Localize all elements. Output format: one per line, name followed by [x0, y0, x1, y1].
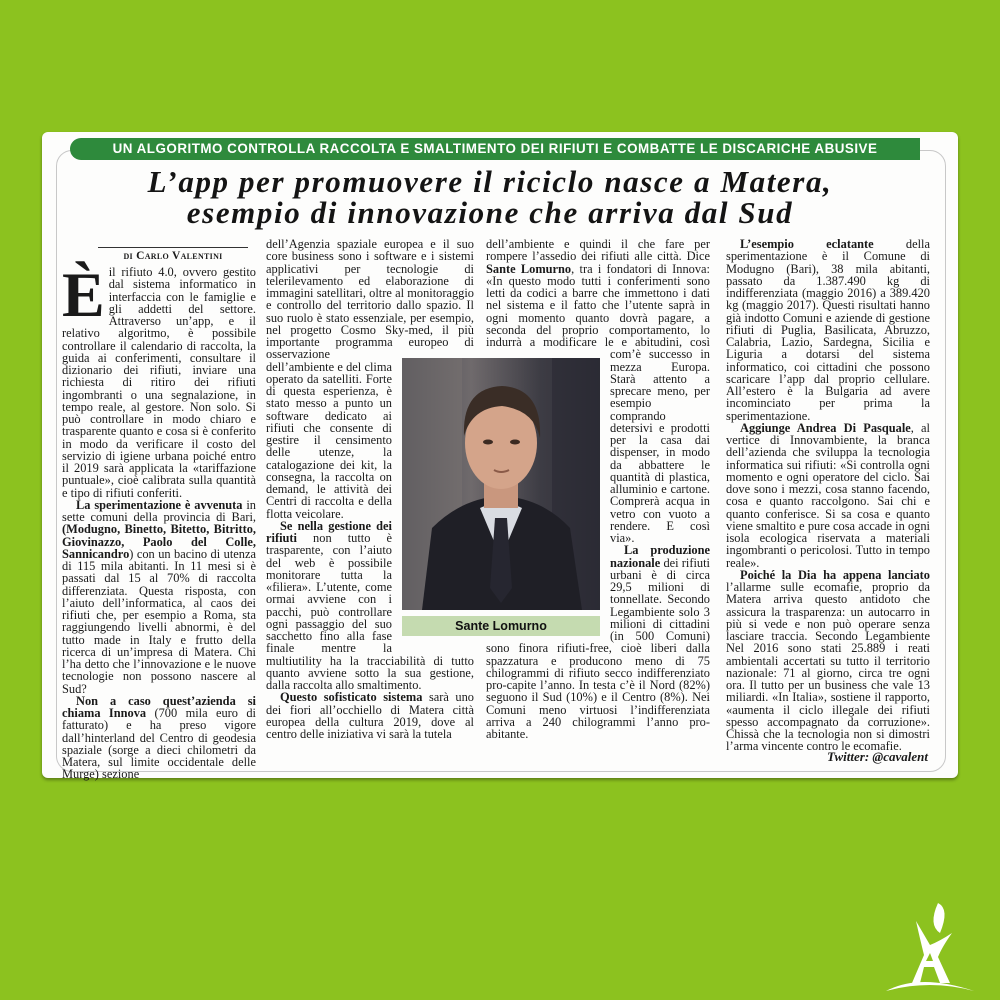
bold-lead-text: Sante Lomurno [486, 261, 572, 276]
portrait-photo [402, 358, 600, 610]
tree-person-logo [880, 895, 980, 990]
article-column-1 [62, 259, 256, 782]
bold-lead-text: Aggiunge Andrea Di Pasquale [740, 420, 911, 435]
section-banner: UN ALGORITMO CONTROLLA RACCOLTA E SMALTIMENTO DEI RIFIUTI E COMBATTE LE DISCARICHE ABUSIVE [70, 138, 920, 160]
body-text: in sette comuni della provincia di Bari, [62, 497, 256, 524]
bold-lead-text: Non a caso quest’azienda si chiama Innova [62, 693, 256, 720]
portrait-image [402, 358, 600, 610]
headline-line-1: L’app per promuovere il riciclo nasce a Matera, [147, 164, 833, 199]
article-paragraph [726, 422, 930, 569]
photo-caption: Sante Lomurno [402, 616, 600, 636]
body-text: l’allarme sulle ecomafie, proprio da Matera arriva questo antidoto che assicura la trasparenza: un autocarro in più si vede e non può operare senza lasciare traccia. Secondo Legambiente Nel 2016 sono stati 25.889 i reati ambientali accertati su tutto il territorio nazionale: 71 al giorno, circa tre ogni ora. Il tutto per un business che vale 13 miliardi. «In Italia», sostiene il rapporto, «aumenta il ciclo illegale dei rifiuti spesso accompagnato da corruzione». Chissà che la tecnologia non si dimostri l’arma vincente contro le ecomafie. [726, 580, 930, 754]
drop-cap: È [62, 259, 105, 330]
body-text: ) con un bacino di utenza di 115 mila abitanti. In 11 mesi si è passati dal 15 al 70% di raccolta differenziata. Questa risposta, con l’aiuto dell’informatica, al caos dei rifiuti che, per esempio a Roma, sta raggiungendo livelli abnormi, è del tutto made in Italy e frutto della ricerca di un’impresa di Matera. Chi l’ha detto che l’innovazione e le nuove tecnologie non possono nascere al Sud? [62, 546, 256, 696]
headline [60, 166, 920, 228]
body-text: il rifiuto 4.0, ovvero gestito dal sistema informatico in interfaccia con le famiglie e gli addetti del settore. Attraverso un’app, e il relativo algoritmo, è possibile controllare il calendario di raccolta, la guida ai conferimenti, consultare il dizionario dei rifiuti, inviare una richiesta di ritiro dei rifiuti ingombranti o una segnalazione, in tempo reale, al gestore. Non solo. Si può controllare in modo chiaro e trasparente quanto e cosa si è conferito in modo da verificare il costo del servizio di igiene urbana poiché entro il 2019 sarà applicata la «tariffazione puntuale», cioè calibrata sulla quantità e tipo di rifiuti conferiti. [62, 265, 256, 500]
bold-lead-text: La sperimentazione è avvenuta [76, 497, 243, 512]
body-text: dei rifiuti urbani è di circa 29,5 milioni di tonnellate. Secondo Legambiente solo 3 milioni di cittadini (in 500 Comuni) sono finora rifiuti-free, cioè liberi dalla spazzatura e producono meno di 75 chilogrammi di rifiuto secco indifferenziato pro-capite l’anno. In testa c’è il Nord (82%) seguono il Sud (10%) e il Centro (8%). Nei Comuni meno virtuosi l’indifferenziata arriva a 240 chilogrammi l’anno pro-abitante. [486, 555, 710, 741]
article-column-4 [726, 237, 931, 754]
bold-lead-text: L’esempio eclatante [740, 237, 874, 251]
byline: di Carlo Valentini [98, 247, 248, 262]
body-text: non tutto è trasparente, con l’aiuto del web è possibile monitorare tutta la «filiera». L’utente, come ormai avviene con i pacchi, può controllare ogni passaggio del suo sacchetto fino alla fase finale mentre la multiutility ha la tracciabilità di tutto quanto avviene sotto la sua gestione, dalla raccolta allo smaltimento. [266, 531, 474, 692]
article-paragraph [726, 569, 930, 753]
body-text: sarà uno dei fiori all’occhiello di Matera città europea della cultura 2019, dove al centro delle iniziativa vi sarà la tutela [266, 690, 475, 741]
body-text: dell’Agenzia spaziale europea e il suo core business sono i software e i sistemi applicativi per tecnologie di telerilevamento ed elaborazione di immagini satellitari, oltre al monitoraggio e controllo del territorio dallo spazio. Il suo ruolo è stato essenziale, per esempio, nel progetto Cosmo Sky-med, il più importante programma europeo di osservazione dell’ambiente e del clima operato da satelliti. Forte di questa esperienza, è stato messo a punto un software dedicato ai rifiuti che consente di gestire il censimento delle utenze, la catalogazione dei kit, la consegna, la raccolta on demand, le attività dei Centri di raccolta e della flotta veicolare. [266, 237, 474, 521]
headline-line-2: esempio di innovazione che arriva dal Sud [186, 195, 794, 230]
article-paragraph [726, 238, 930, 422]
bold-lead-text: Questo sofisticato sistema [280, 690, 423, 705]
author-twitter: Twitter: @cavalent [827, 749, 928, 764]
body-text: della sperimentazione è il Comune di Modugno (Bari), 38 mila abitanti, passato da 1.387.490 kg di indifferenziata (maggio 2016) a 389.420 kg (maggio 2017). Questi risultati hanno già indotto Comuni e aziende di gestione rifiuti di Puglia, Basilicata, Abruzzo, Calabria, Lazio, Sardegna, Sicilia e Liguria a dotarsi del sistema informatico, coi cittadini che possono scaricare l’app dal proprio cellulare. All’estero è la Bulgaria ad avere incominciato per prima la sperimentazione. [726, 237, 930, 423]
bold-lead-text: (Modugno, Binetto, Bitetto, Bitritto, Giovinazzo, Paolo del Colle, Sannicandro [62, 522, 256, 561]
bold-lead-text: Se nella gestione dei rifiuti [266, 518, 392, 545]
article-paragraph [62, 499, 256, 695]
body-text: (700 mila euro di fatturato) e ha preso vigore dall’hinterland del Centro di geodesia spaziale (sorge a dieci chilometri da Matera, sul limite occidentale delle Murge) sezione [62, 706, 256, 782]
body-text: dell’ambiente e quindi il che fare per rompere l’assedio dei rifiuti alle città. Dice [486, 237, 710, 264]
bold-lead-text: La produzione nazionale [610, 543, 710, 570]
body-text: , tra i fondatori di Innova: «In questo modo tutti i conferimenti sono letti da codici a barre che immettono i dati nel sistema e il fatto che l’utente saprà in ogni momento quanto dovrà pagare, a seconda del proprio comportamento, lo indurrà a modificare le e abitudini, così com’è successo in mezza Europa. Starà attento a sprecare meno, per esempio comprando detersivi e prodotti per la casa dai dispenser, in modo da abbattere le quantità di plastica, alluminio e cartone. Comprerà acqua in vetro con vuoto a rendere. E così via». [486, 261, 710, 545]
article-paragraph [62, 695, 256, 781]
article-paragraph [266, 691, 474, 740]
bold-lead-text: Poiché la Dia ha appena lanciato [740, 567, 930, 582]
body-text: , al vertice di Innovambiente, la branca dell’azienda che sviluppa la tecnologia informatica sui rifiuti: «Si controlla ogni momento e ogni operatore del ciclo. Sai dove sono i mezzi, cosa stanno facendo, cosa e quanto raccolgono. Sai chi e quanto conferisce. Si sa cosa e quanto viene smaltito e pure cosa accade in ogni isola ecologica riservata a materiali ingombranti o pericolosi. Tutto in tempo reale». [726, 420, 931, 570]
